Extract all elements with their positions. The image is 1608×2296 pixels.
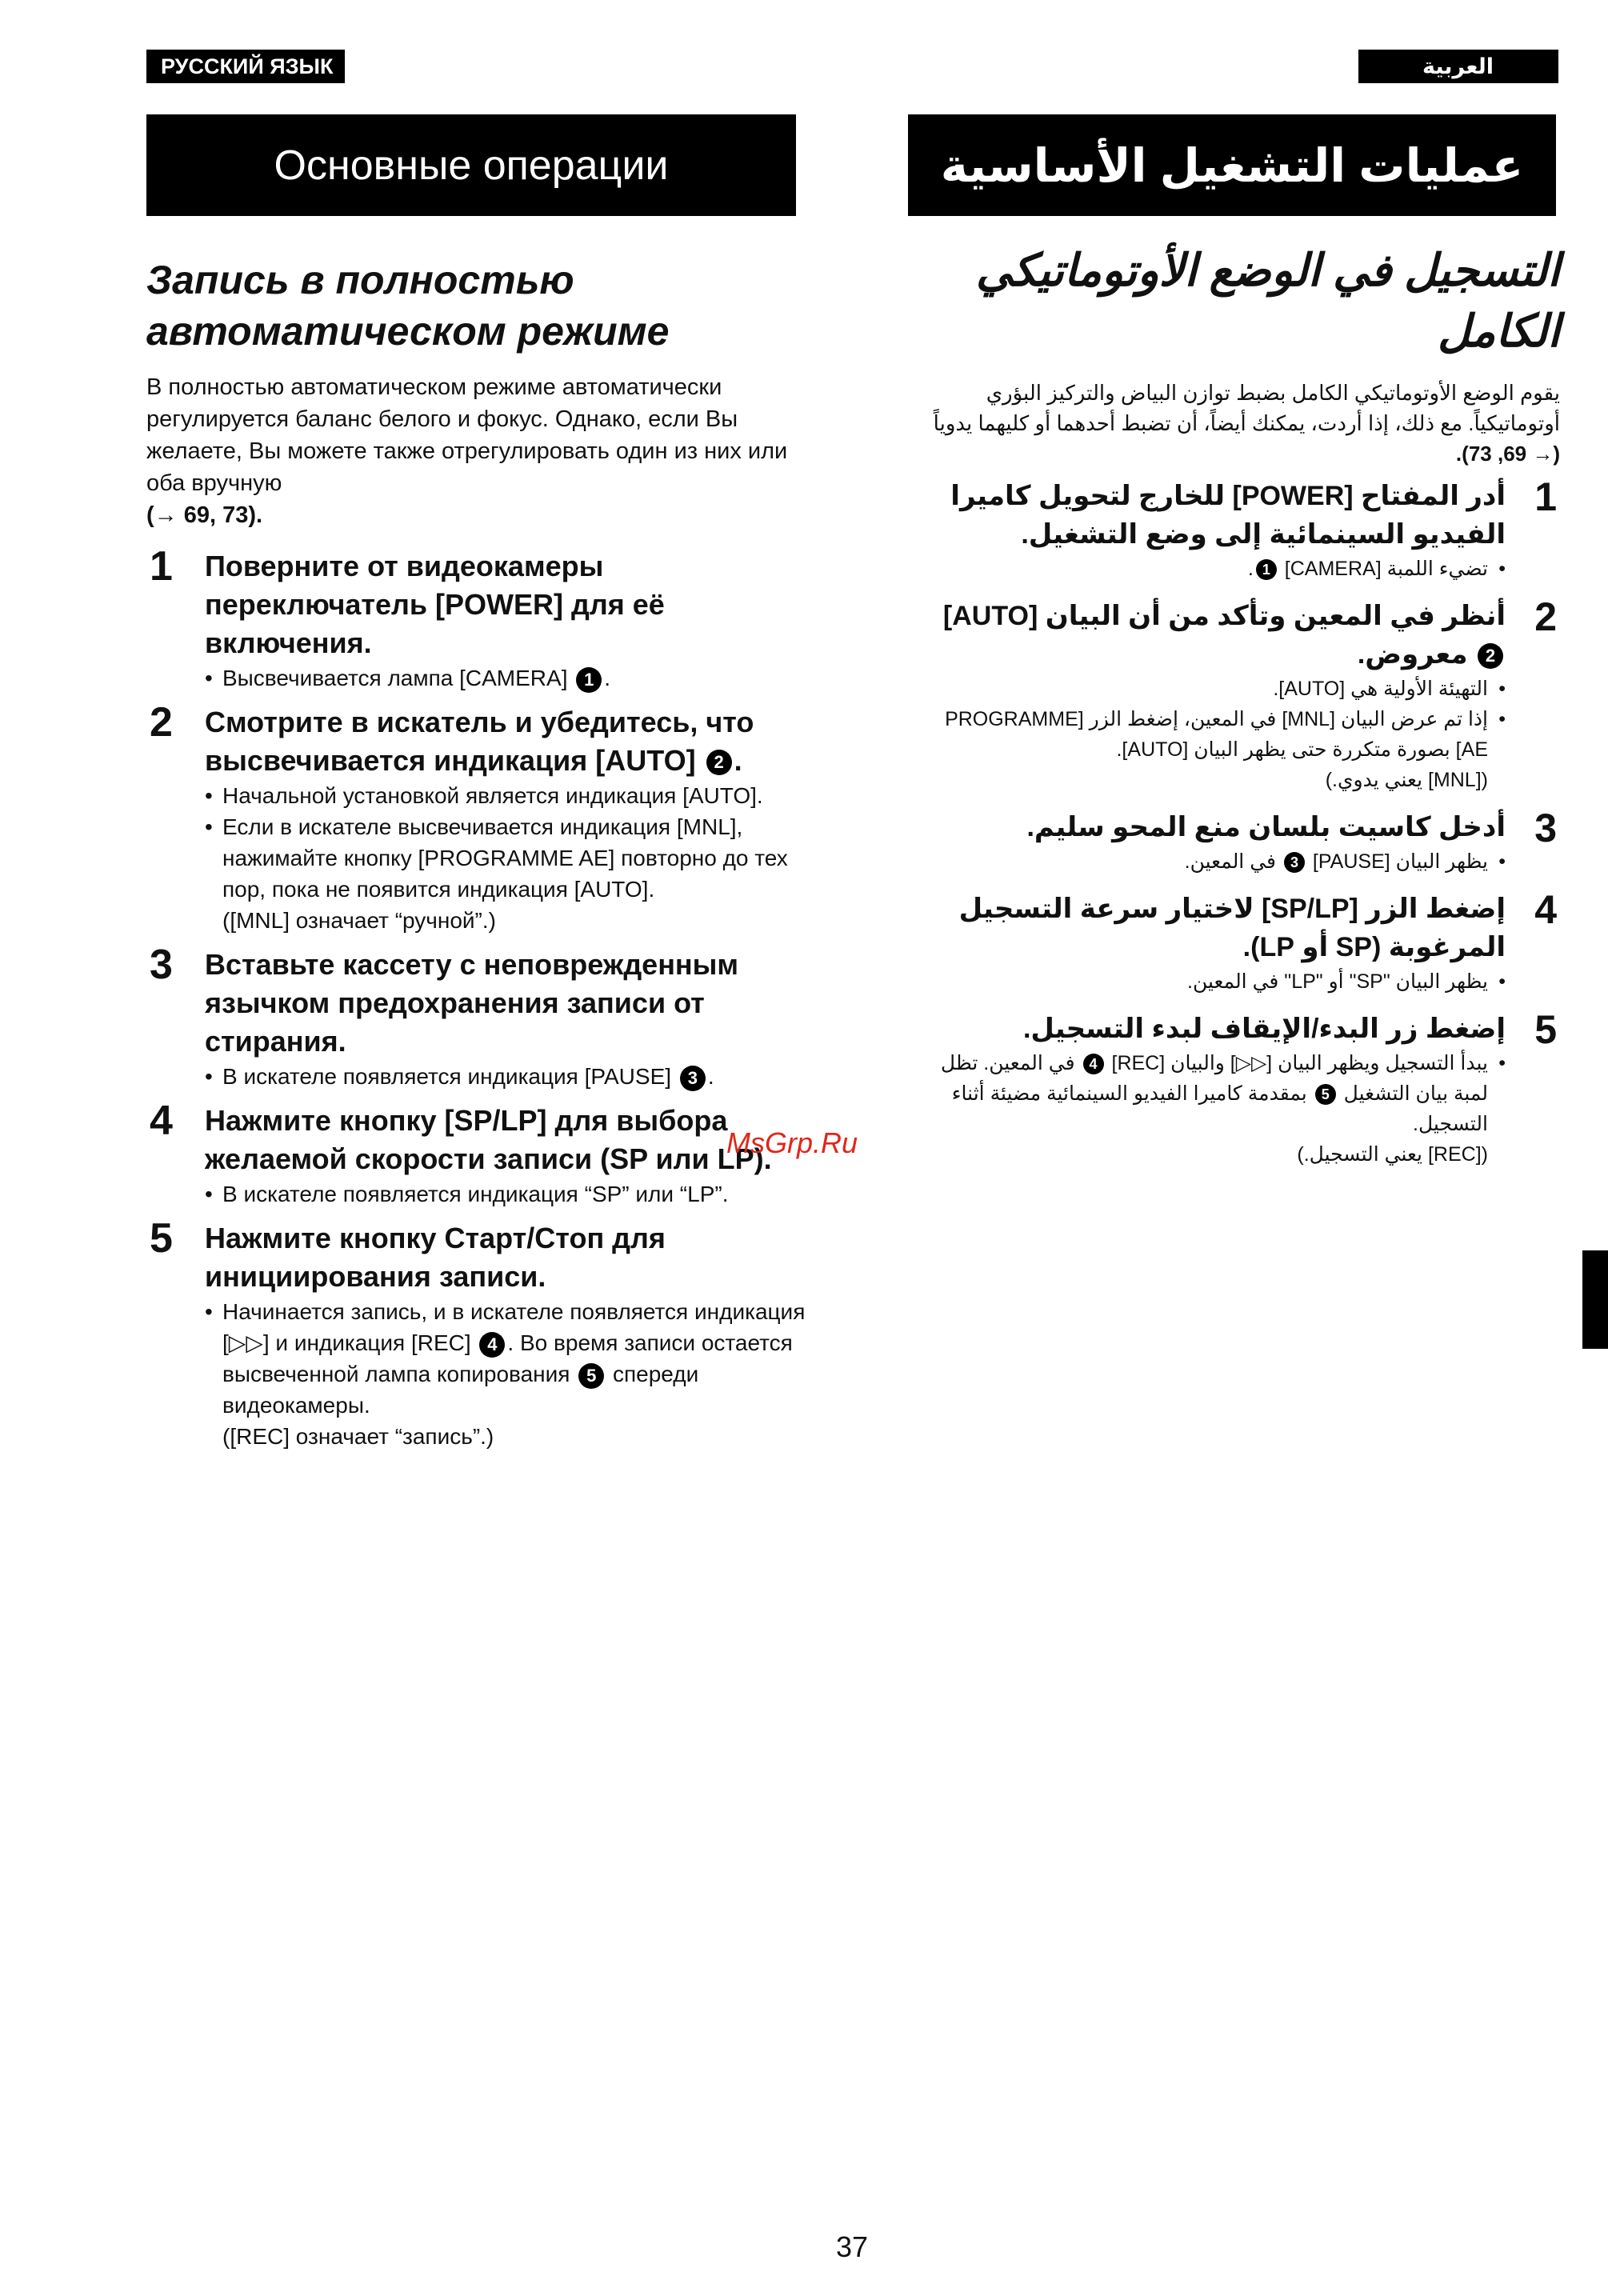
step-title: Поверните от видеокамеры переключатель [POWER] для её включения. [205, 550, 665, 659]
step-title: Вставьте кассету с неповрежденным язычком предохранения записи от стирания. [205, 948, 739, 1058]
callout-5-icon: 5 [1315, 1084, 1336, 1105]
ru-step-4 [146, 1098, 810, 1210]
ar-step-5 [920, 1007, 1560, 1170]
watermark: MsGrp.Ru [726, 1126, 858, 1159]
callout-5-icon: 5 [578, 1363, 604, 1389]
step-number: 1 [1534, 474, 1557, 519]
ru-intro-ref: (→ 69, 73). [146, 502, 263, 528]
step-number: 2 [1534, 594, 1557, 639]
callout-3-icon: 3 [680, 1066, 706, 1091]
step-title: إضغط الزر [SP/LP] لاختيار سرعة التسجيل المرغوبة (SP أو LP). [958, 894, 1506, 962]
russian-column [146, 254, 810, 1462]
step-title: Нажмите кнопку Старт/Стоп для инициирования записи. [205, 1222, 666, 1293]
step-title: Смотрите в искатель и убедитесь, что высвечивается индикация [AUTO] 2 . [205, 706, 754, 777]
step-note: • Начинается запись, и в искателе появляется индикация [▷▷] и индикация [REC] 4 . Во время записи остается высвеченной лампа копирования 5 спереди видеокамеры. [205, 1296, 810, 1421]
ar-step-2 [920, 594, 1560, 795]
ar-intro: يقوم الوضع الأوتوماتيكي الكامل بضبط توازن البياض والتركيز البؤري أوتوماتيكياً. مع ذلك، إذا أردت، يمكنك أيضاً، أن تضبط أحدهما أو كليهما يدوياً (→ 69, 73). [933, 381, 1560, 466]
callout-1-icon: 1 [576, 667, 602, 693]
step-note: • Высвечивается лампа [CAMERA] 1 . [205, 662, 810, 694]
ru-intro: В полностью автоматическом режиме автоматически регулируется баланс белого и фокус. Однако, если Вы желаете, Вы можете также отрегулировать один из них или оба вручную (→ 69, 73). [146, 374, 788, 528]
step-note: • تضيء اللمبة [CAMERA] 1. [920, 554, 1506, 584]
step-note: • إذا تم عرض البيان [MNL] في المعين، إضغط الزر [PROGRAMME AE] بصورة متكررة حتى يظهر البيان [AUTO]. [920, 704, 1506, 765]
ar-step-4 [920, 887, 1560, 997]
ar-step-3 [920, 808, 1560, 877]
ar-page-title: التسجيل في الوضع الأوتوماتيكي الكامل [975, 245, 1560, 356]
step-note: • يبدأ التسجيل ويظهر البيان [▷▷] والبيان [REC] 4 في المعين. تظل لمبة بيان التشغيل 5 بمقدمة كاميرا الفيديو السينمائية مضيئة أثناء التسجيل. [920, 1048, 1506, 1139]
callout-4-icon: 4 [1083, 1054, 1104, 1074]
arabic-column [920, 240, 1560, 1182]
step-note: ([REC] означает “запись”.) [222, 1424, 494, 1449]
step-number: 5 [150, 1215, 173, 1262]
ar-intro-ref: (→ 69, 73). [1455, 442, 1560, 466]
step-number: 4 [150, 1098, 173, 1144]
step-note: • Начальной установкой является индикация [AUTO]. [205, 780, 810, 811]
step-number: 5 [1534, 1007, 1557, 1052]
step-title: أدخل كاسيت بلسان منع المحو سليم. [1026, 812, 1506, 842]
ru-step-3 [146, 942, 810, 1092]
step-note: • يظهر البيان "SP" أو "LP" في المعين. [920, 966, 1506, 997]
step-note: • Если в искателе высвечивается индикация [MNL], нажимайте кнопку [PROGRAMME AE] повторно до тех пор, пока не появится индикация [AUTO]. [205, 811, 810, 905]
step-title: إضغط زر البدء/الإيقاف لبدء التسجيل. [1022, 1014, 1506, 1044]
step-title: أنظر في المعين وتأكد من أن البيان [AUTO] 2 معروض. [942, 601, 1506, 670]
callout-3-icon: 3 [1284, 852, 1305, 873]
ru-step-5 [146, 1215, 810, 1452]
step-title: أدر المفتاح [POWER] للخارج لتحويل كاميرا الفيديو السينمائية إلى وضع التشغيل. [950, 481, 1506, 550]
section-banner-arabic: عمليات التشغيل الأساسية [908, 114, 1556, 216]
step-note: • التهيئة الأولية هي [AUTO]. [920, 674, 1506, 704]
callout-1-icon: 1 [1256, 559, 1277, 580]
ar-step-1 [920, 474, 1560, 584]
callout-2-icon: 2 [706, 750, 732, 775]
step-number: 3 [1534, 806, 1557, 850]
step-note: ([MNL] означает “ручной”.) [222, 908, 496, 933]
step-note: • В искателе появляется индикация “SP” или “LP”. [205, 1178, 810, 1210]
page-number: 37 [836, 2230, 869, 2263]
section-banner-russian: Основные операции [146, 114, 796, 216]
step-note: • يظهر البيان [PAUSE] 3 في المعين. [920, 846, 1506, 877]
step-note: ([REC] يعني التسجيل.) [1297, 1143, 1488, 1166]
ru-step-2 [146, 699, 810, 936]
language-tag-russian: РУССКИЙ ЯЗЫК [146, 50, 345, 83]
callout-4-icon: 4 [479, 1332, 505, 1358]
step-number: 2 [150, 699, 173, 746]
language-tag-arabic: العربية [1358, 50, 1558, 83]
ru-step-1 [146, 543, 810, 694]
section-edge-tab [1582, 1250, 1608, 1349]
ru-page-title: Запись в полностью автоматическом режиме [146, 258, 670, 354]
step-note: • В искателе появляется индикация [PAUSE] 3 . [205, 1061, 810, 1092]
step-title: Нажмите кнопку [SP/LP] для выбора желаемой скорости записи (SP или LP). [205, 1104, 772, 1175]
step-number: 1 [150, 543, 173, 590]
step-number: 3 [150, 942, 173, 988]
step-number: 4 [1534, 887, 1557, 932]
step-note: ([MNL] يعني يدوي.) [1325, 769, 1488, 791]
callout-2-icon: 2 [1478, 643, 1503, 669]
